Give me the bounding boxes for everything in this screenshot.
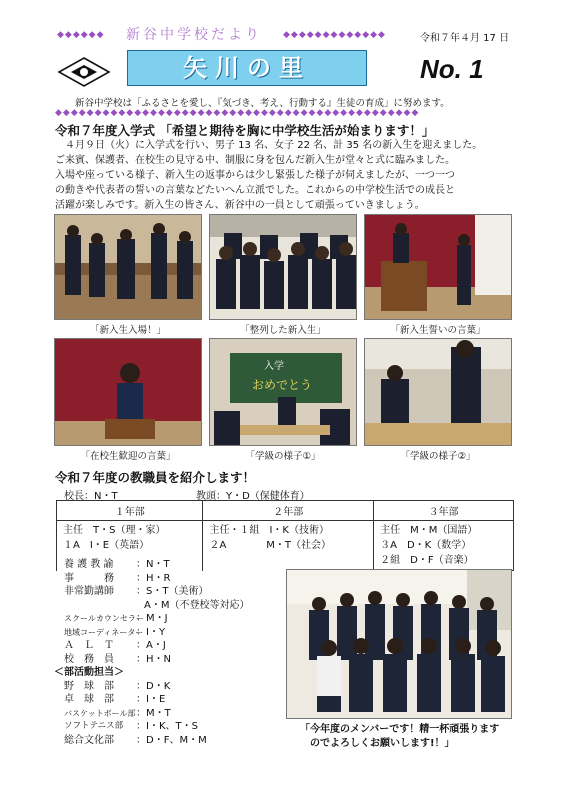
list-item: 養 護 教 諭 ：N・T xyxy=(64,559,170,570)
photo-classroom-1 xyxy=(209,338,357,446)
table-cell: ３A D・K（数学） xyxy=(380,540,472,551)
article-title-entrance-ceremony: 令和７年度入学式 「希望と期待を胸に中学校生活が始まります！」 xyxy=(55,123,435,138)
photo-caption: 「学級の様子①」 xyxy=(245,451,321,462)
article-line: 入場や座っている様子、新入生の返事からは少し緊張した様子が伺えましたが、一つ一つ xyxy=(55,170,455,181)
table-header: ３年部 xyxy=(374,501,514,521)
decorative-diamonds: ◆◆◆◆◆◆ xyxy=(57,30,105,40)
table-cell: １A I・E（英語） xyxy=(63,540,150,551)
table-cell: 主任 M・M（国語） xyxy=(380,525,478,536)
list-item: ソフトテニス部 ：I・K、T・S xyxy=(64,721,198,732)
table-cell: ２組 D・F（音楽） xyxy=(380,555,474,566)
photo-students-entering xyxy=(54,214,202,320)
list-item: 卓 球 部 ：I・E xyxy=(64,694,166,705)
issue-date: 令和７年４月 17 日 xyxy=(420,33,510,44)
photo-welcome-speech xyxy=(54,338,202,446)
photo-pledge-speech xyxy=(364,214,512,320)
table-cell: 主任・１組 I・K（技術） xyxy=(209,525,329,536)
article-line: 活躍が楽しみです。新入生の皆さん、新谷中の一員として頑張っていきましょう。 xyxy=(55,200,425,211)
staff-roles-list xyxy=(54,558,250,747)
divider-diamonds: ◆◆◆◆◆◆◆◆◆◆◆◆◆◆◆◆◆◆◆◆◆◆◆◆◆◆◆◆◆◆◆◆◆◆◆◆◆◆◆◆◆◆◆◆◆◆ xyxy=(55,108,420,118)
series-name: 新谷中学校だより xyxy=(126,27,262,43)
club-heading: ＜部活動担当＞ xyxy=(54,667,124,678)
issue-number: No. 1 xyxy=(420,54,484,84)
list-item: 非常勤講師 ：S・T（美術） xyxy=(64,586,209,597)
table-cell: 主任 T・S（理・家） xyxy=(63,525,166,536)
article-line: の動きや代表者の誓いの言葉などたいへん立派でした。これからの中学校生活での成長と xyxy=(55,185,455,196)
photo-caption: 「学級の様子②」 xyxy=(400,451,476,462)
table-cell: ２A M・T（社会） xyxy=(209,540,332,551)
photo-caption: 「新入生誓いの言葉」 xyxy=(390,325,486,336)
article-body xyxy=(55,138,513,213)
school-emblem-logo xyxy=(57,57,111,87)
photo-new-students-lined-up xyxy=(209,214,357,320)
list-item: スクールカウンセラー ：M・J xyxy=(64,613,168,624)
list-item: バスケットボール部 ：M・T xyxy=(64,707,171,719)
photo-caption: 「在校生歓迎の言葉」 xyxy=(80,451,176,462)
vice-principal: 教頭：Y・D（保健体育） xyxy=(195,491,310,502)
photo-sign-text: 入学 xyxy=(264,361,284,372)
article-line: ご来賓、保護者、在校生の見守る中、制服に身を包んだ新入生が堂々と式に臨みました。 xyxy=(55,155,455,166)
article-line: ４月９日（火）に入学式を行い、男子 13 名、女子 22 名、計 35 名の新入生を迎えました。 xyxy=(55,140,483,151)
photo-caption: 「新入生入場！」 xyxy=(89,325,166,336)
school-motto: 新谷中学校は「ふるさとを愛し、『気づき、考え、行動する』生徒の育成」に努めます。 xyxy=(75,98,450,109)
table-header: １年部 xyxy=(57,501,203,521)
list-item: 事 務 ：H・R xyxy=(64,572,171,584)
group-photo-message: 「今年度のメンバーです！精一杯頑張ります のでよろしくお願いします!！」 xyxy=(300,724,500,749)
photo-caption: 「整列した新入生」 xyxy=(240,325,326,336)
list-item: 総合文化部 ：D・F、M・M xyxy=(64,734,207,746)
list-item: 校 務 員 ：H・N xyxy=(64,653,171,665)
list-item: 地域コーディネーター ：I・Y xyxy=(64,626,166,638)
table-header: ２年部 xyxy=(203,501,374,521)
list-item: Ａ Ｌ Ｔ ：A・J xyxy=(64,640,166,651)
list-item: 野 球 部 ：D・K xyxy=(64,680,171,692)
newsletter-title: 矢川の里 xyxy=(127,50,367,86)
article-title-staff: 令和７年度の教職員を紹介します！ xyxy=(55,470,256,485)
decorative-diamonds: ◆◆◆◆◆◆◆◆◆◆◆◆◆ xyxy=(283,30,386,40)
photo-sign-text: おめでとう xyxy=(252,378,313,392)
list-item: A・M（不登校等対応） xyxy=(144,599,250,611)
photo-staff-group xyxy=(286,569,512,719)
principal: 校長：N・T xyxy=(64,491,118,502)
photo-classroom-2 xyxy=(364,338,512,446)
